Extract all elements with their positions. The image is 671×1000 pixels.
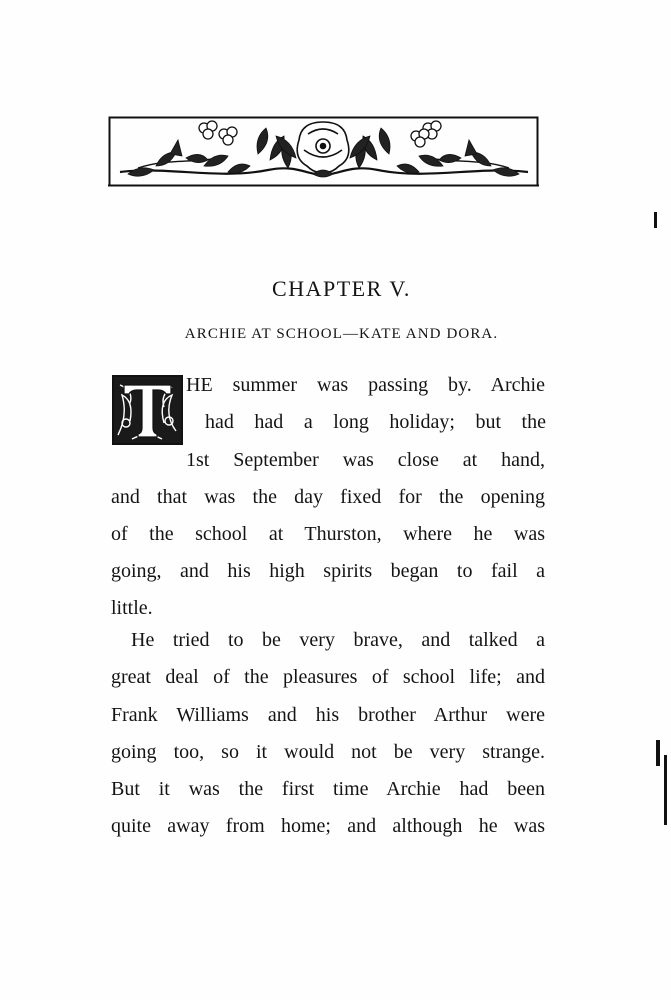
text-line: He tried to be very brave, and talked a bbox=[131, 629, 545, 651]
text-line: had had a long holiday; but the bbox=[205, 411, 546, 433]
text-line: HE summer was passing by. Archie bbox=[186, 374, 545, 396]
text-line: But it was the first time Archie had been bbox=[111, 778, 545, 800]
ornamental-initial-icon bbox=[112, 375, 183, 445]
chapter-subtitle: ARCHIE AT SCHOOL—KATE AND DORA. bbox=[184, 326, 499, 342]
text-line: great deal of the pleasures of school life; and bbox=[111, 666, 545, 688]
scan-edge-mark bbox=[656, 740, 660, 766]
text-line: going too, so it would not be very strange. bbox=[111, 741, 545, 763]
scan-edge-mark bbox=[664, 755, 667, 825]
text-line: Frank Williams and his brother Arthur were bbox=[111, 704, 545, 726]
chapter-title: CHAPTER V. bbox=[272, 276, 411, 301]
text-line: 1st September was close at hand, bbox=[186, 449, 545, 471]
text-line: of the school at Thurston, where he was bbox=[111, 523, 545, 545]
floral-vine-headpiece-icon bbox=[108, 114, 539, 188]
text-line: and that was the day fixed for the opening bbox=[111, 486, 545, 508]
scan-edge-mark bbox=[654, 212, 657, 228]
text-line: going, and his high spirits began to fail a bbox=[111, 560, 545, 582]
text-line: quite away from home; and although he was bbox=[111, 815, 545, 837]
text-line: little. bbox=[111, 597, 153, 619]
